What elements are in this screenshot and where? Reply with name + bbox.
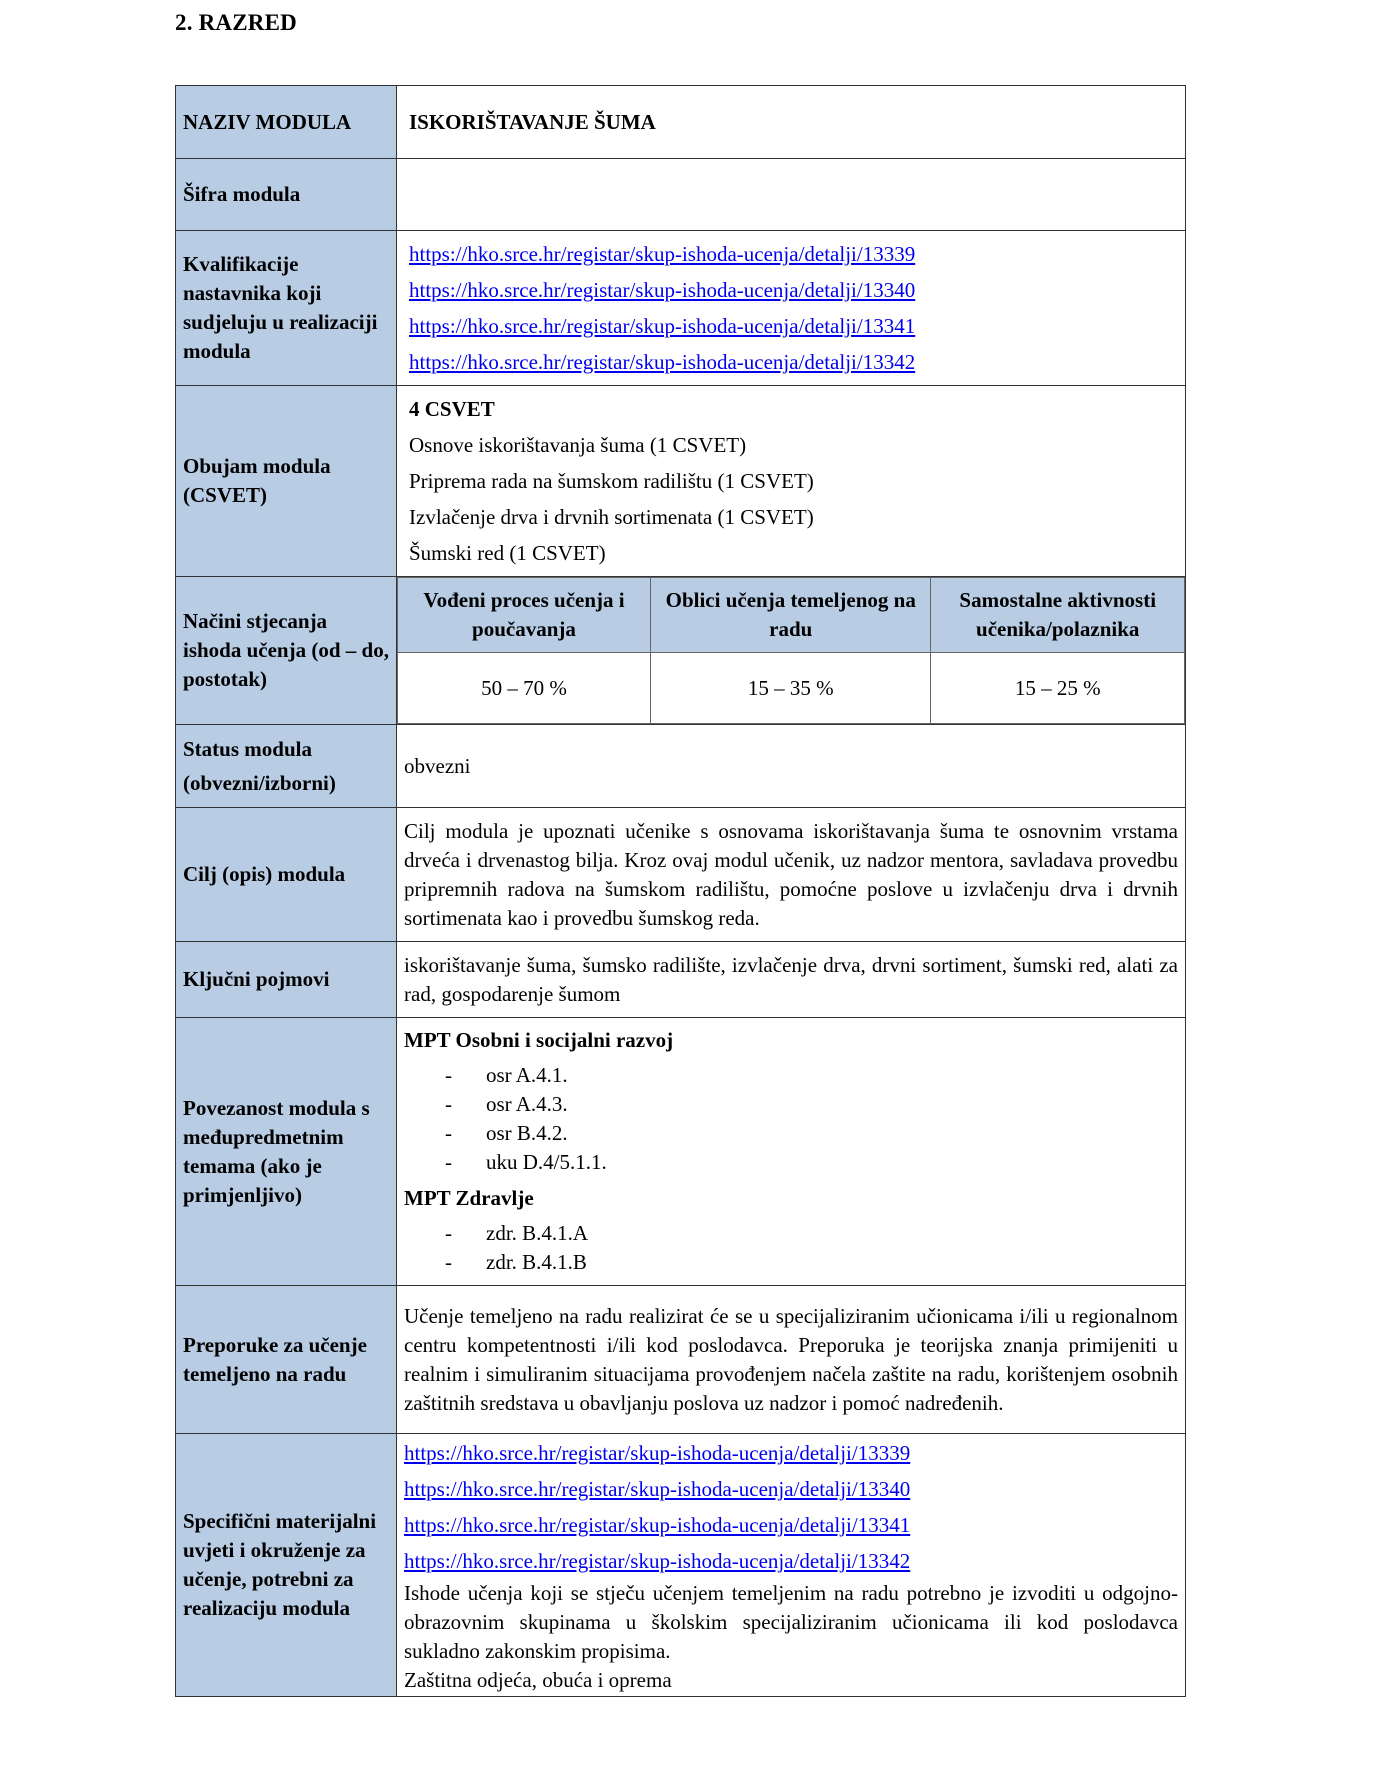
- module-table: [175, 85, 1186, 1697]
- module-goal-value: Cilj modula je upoznati učenike s osnovama iskorištavanja šuma te osnovnim vrstama drveća i drvenastog bilja. Kroz ovaj modul učenik, uz nadzor mentora, savladava provedbu pripremnih radova na šumskom radilištu, pomoćne poslove u izvlačenju drva i drvnih sortimenata kao i provedbu šumskog reda.: [397, 808, 1186, 942]
- dash-bullet-icon: -: [445, 1149, 452, 1174]
- learning-method-header: Oblici učenja temeljenog na radu: [650, 578, 931, 653]
- label-module-name: NAZIV MODULA: [176, 86, 397, 159]
- material-conditions-text: Ishode učenja koji se stječu učenjem temeljenim na radu potrebno je izvoditi u odgojno-obrazovnim skupinama u školskim specijaliziranim učionicama ili kod poslodavca sukladno zakonskim propisima.: [404, 1581, 1178, 1663]
- dash-bullet-icon: -: [445, 1091, 452, 1116]
- module-code-value: [397, 159, 1186, 231]
- key-terms-value: iskorištavanje šuma, šumsko radilište, izvlačenje drva, drvni sortiment, šumski red, alati za rad, gospodarenje šumom: [397, 942, 1186, 1018]
- mpt-item-list: [404, 1219, 1178, 1277]
- label-material-conditions: Specifični materijalni uvjeti i okruženje za učenje, potrebni za realizaciju modula: [176, 1434, 397, 1697]
- row-learning-methods: [176, 577, 1186, 725]
- mpt-item: [404, 1148, 1178, 1177]
- qualification-link[interactable]: https://hko.srce.hr/registar/skup-ishoda-ucenja/detalji/13340: [409, 278, 916, 302]
- mpt-group-title: MPT Osobni i socijalni razvoj: [404, 1027, 674, 1052]
- qualification-link[interactable]: https://hko.srce.hr/registar/skup-ishoda-ucenja/detalji/13339: [409, 242, 916, 266]
- material-link[interactable]: https://hko.srce.hr/registar/skup-ishoda-ucenja/detalji/13342: [404, 1549, 911, 1573]
- row-module-name: [176, 86, 1186, 159]
- mpt-item-label: uku D.4/5.1.1.: [486, 1149, 607, 1174]
- dash-bullet-icon: -: [445, 1220, 452, 1245]
- material-link[interactable]: https://hko.srce.hr/registar/skup-ishoda-ucenja/detalji/13339: [404, 1441, 911, 1465]
- row-module-code: [176, 159, 1186, 231]
- learning-methods-value-row: [398, 653, 1185, 724]
- learning-methods-header-row: [398, 578, 1185, 653]
- learning-method-value: 50 – 70 %: [398, 653, 651, 724]
- label-module-status: Status modula (obvezni/izborni): [176, 725, 397, 808]
- module-volume-content: [397, 386, 1186, 577]
- row-work-based-recommendations: [176, 1286, 1186, 1434]
- row-module-volume: [176, 386, 1186, 577]
- work-based-recommendations-value: Učenje temeljeno na radu realizirat će se u specijaliziranim učionicama i/ili u regionalnom centru kompetentnosti i/ili kod poslodavca. Preporuka je teorijska znanja primijeniti u realnim i simuliranim situacijama provođenjem načela zaštite na radu, korištenjem osobnih zaštitnih sredstava u obavljanju poslova uz nadzor i pomoć nadređenih.: [397, 1286, 1186, 1434]
- learning-methods-table-cell: [397, 577, 1186, 725]
- mpt-item-list: [404, 1061, 1178, 1177]
- label-module-code: Šifra modula: [176, 159, 397, 231]
- mpt-item: [404, 1248, 1178, 1277]
- learning-methods-table: [397, 577, 1185, 724]
- material-conditions-equipment: Zaštitna odjeća, obuća i oprema: [404, 1668, 672, 1692]
- label-key-terms: Ključni pojmovi: [176, 942, 397, 1018]
- material-conditions-content: [397, 1434, 1186, 1697]
- row-module-status: [176, 725, 1186, 808]
- mpt-item-label: zdr. B.4.1.A: [486, 1220, 589, 1245]
- learning-method-header: Samostalne aktivnosti učenika/polaznika: [931, 578, 1185, 653]
- module-status-value: obvezni: [397, 725, 1186, 808]
- qualification-link[interactable]: https://hko.srce.hr/registar/skup-ishoda-ucenja/detalji/13341: [409, 314, 916, 338]
- page-title: 2. RAZRED: [175, 10, 297, 35]
- dash-bullet-icon: -: [445, 1062, 452, 1087]
- cross-curricular-content: [397, 1018, 1186, 1286]
- mpt-group-title: MPT Zdravlje: [404, 1185, 534, 1210]
- mpt-item-label: osr A.4.3.: [486, 1091, 568, 1116]
- label-teacher-qualifications: Kvalifikacije nastavnika koji sudjeluju u realizaciji modula: [176, 231, 397, 386]
- row-module-goal: [176, 808, 1186, 942]
- label-module-goal: Cilj (opis) modula: [176, 808, 397, 942]
- row-key-terms: [176, 942, 1186, 1018]
- qualification-link[interactable]: https://hko.srce.hr/registar/skup-ishoda-ucenja/detalji/13342: [409, 350, 916, 374]
- label-work-based-recommendations: Preporuke za učenje temeljeno na radu: [176, 1286, 397, 1434]
- label-learning-methods: Načini stjecanja ishoda učenja (od – do, postotak): [176, 577, 397, 725]
- label-cross-curricular: Povezanost modula s međupredmetnim temama (ako je primjenljivo): [176, 1018, 397, 1286]
- dash-bullet-icon: -: [445, 1249, 452, 1274]
- volume-item: Izvlačenje drva i drvnih sortimenata (1 CSVET): [409, 505, 814, 529]
- mpt-item: [404, 1090, 1178, 1119]
- volume-item: Osnove iskorištavanja šuma (1 CSVET): [409, 433, 747, 457]
- teacher-qualifications-links: [397, 231, 1186, 386]
- mpt-item: [404, 1119, 1178, 1148]
- learning-method-value: 15 – 35 %: [650, 653, 931, 724]
- volume-total: 4 CSVET: [409, 397, 495, 421]
- module-name-value: ISKORIŠTAVANJE ŠUMA: [397, 86, 1186, 159]
- mpt-item-label: zdr. B.4.1.B: [486, 1249, 587, 1274]
- dash-bullet-icon: -: [445, 1120, 452, 1145]
- label-module-volume: Obujam modula (CSVET): [176, 386, 397, 577]
- row-material-conditions: [176, 1434, 1186, 1697]
- learning-method-value: 15 – 25 %: [931, 653, 1185, 724]
- mpt-item-label: osr B.4.2.: [486, 1120, 568, 1145]
- learning-method-header: Vođeni proces učenja i poučavanja: [398, 578, 651, 653]
- material-link[interactable]: https://hko.srce.hr/registar/skup-ishoda-ucenja/detalji/13341: [404, 1513, 911, 1537]
- row-cross-curricular: [176, 1018, 1186, 1286]
- mpt-item: [404, 1061, 1178, 1090]
- mpt-item-label: osr A.4.1.: [486, 1062, 568, 1087]
- material-link[interactable]: https://hko.srce.hr/registar/skup-ishoda-ucenja/detalji/13340: [404, 1477, 911, 1501]
- mpt-item: [404, 1219, 1178, 1248]
- row-teacher-qualifications: [176, 231, 1186, 386]
- volume-item: Priprema rada na šumskom radilištu (1 CSVET): [409, 469, 814, 493]
- volume-item: Šumski red (1 CSVET): [409, 541, 606, 565]
